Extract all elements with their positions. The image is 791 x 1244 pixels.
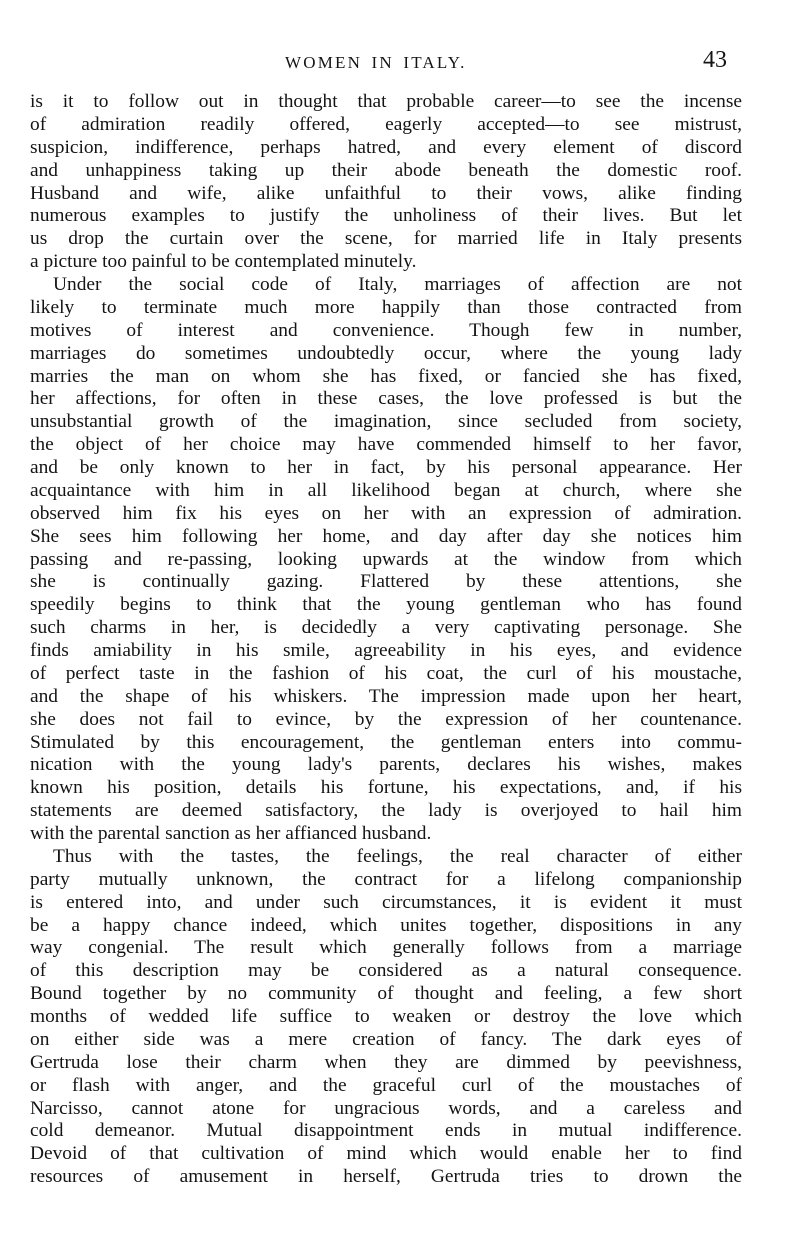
text-line: speedily begins to think that the young gentleman who has found — [30, 594, 742, 616]
text-line: statements are deemed satisfactory, the lady is overjoyed to hail him — [30, 800, 742, 822]
text-line: of this description may be considered as a natural consequence. — [30, 960, 742, 982]
running-title: WOMEN IN ITALY. — [285, 53, 467, 72]
text-line: or flash with anger, and the graceful curl of the moustaches of — [30, 1074, 742, 1096]
text-line: she is continually gazing. Flattered by these attentions, she — [30, 571, 742, 593]
text-line: her affections, for often in these cases, the love professed is but the — [30, 388, 742, 410]
paragraph-first-line: Thus with the tastes, the feelings, the real character of either — [53, 845, 742, 867]
text-line: and be only known to her in fact, by his personal appearance. Her — [30, 457, 742, 478]
text-line: is entered into, and under such circumstances, it is evident it must — [30, 891, 742, 913]
text-line: way congenial. The result which generally follows from a marriage — [30, 937, 742, 959]
text-line: with the parental sanction as her affianced husband. — [30, 823, 432, 844]
text-line: cold demeanor. Mutual disappointment ends in mutual indifference. — [30, 1120, 742, 1142]
text-line: Stimulated by this encouragement, the gentleman enters into commu- — [30, 731, 742, 753]
text-line: us drop the curtain over the scene, for married life in Italy presents — [30, 228, 742, 250]
text-line: passing and re-passing, looking upwards at the window from which — [30, 548, 742, 570]
text-line: Gertruda lose their charm when they are dimmed by peevishness, — [30, 1051, 742, 1073]
text-line: Narcisso, cannot atone for ungracious words, and a careless and — [30, 1097, 742, 1119]
text-line: Devoid of that cultivation of mind which would enable her to find — [30, 1143, 742, 1165]
text-line: a picture too painful to be contemplated minutely. — [30, 251, 417, 273]
text-line: motives of interest and convenience. Though few in number, — [30, 319, 742, 341]
text-line: such charms in her, is decidedly a very captivating personage. She — [30, 617, 742, 639]
text-line: acquaintance with him in all likelihood began at church, where she — [30, 479, 742, 501]
text-line: of admiration readily offered, eagerly accepted—to see mistrust, — [30, 113, 742, 135]
text-line: the object of her choice may have commended himself to her favor, — [30, 434, 742, 456]
text-line: and the shape of his whiskers. The impression made upon her heart, — [30, 685, 742, 707]
text-line: known his position, details his fortune, his expectations, and, if his — [30, 777, 742, 799]
text-line: nication with the young lady's parents, declares his wishes, makes — [30, 754, 742, 776]
text-line: marries the man on whom she has fixed, or fancied she has fixed, — [30, 365, 742, 387]
text-line: marriages do sometimes undoubtedly occur, where the young lady — [30, 342, 742, 364]
text-line: suspicion, indifference, perhaps hatred, and every element of discord — [30, 136, 742, 158]
paragraph-first-line: Under the social code of Italy, marriages of affection are not — [53, 274, 742, 295]
text-line: Bound together by no community of thought and feeling, a few short — [30, 983, 742, 1005]
text-line: months of wedded life suffice to weaken or destroy the love which — [30, 1006, 742, 1027]
text-line: of perfect taste in the fashion of his coat, the curl of his moustache, — [30, 662, 742, 684]
text-line: is it to follow out in thought that probable career—to see the incense — [30, 91, 742, 112]
text-line: finds amiability in his smile, agreeability in his eyes, and evidence — [30, 640, 742, 661]
text-line: on either side was a mere creation of fancy. The dark eyes of — [30, 1028, 742, 1050]
running-header — [0, 49, 791, 75]
text-line: be a happy chance indeed, which unites together, dispositions in any — [30, 914, 742, 936]
text-line: She sees him following her home, and day after day she notices him — [30, 525, 742, 547]
text-line: and unhappiness taking up their abode beneath the domestic roof. — [30, 159, 742, 181]
text-line: unsubstantial growth of the imagination, since secluded from society, — [30, 411, 742, 433]
body-text — [30, 91, 742, 1189]
text-line: she does not fail to evince, by the expression of her countenance. — [30, 708, 742, 730]
text-line: likely to terminate much more happily than those contracted from — [30, 296, 742, 318]
text-line: observed him fix his eyes on her with an expression of admiration. — [30, 502, 742, 524]
text-line: party mutually unknown, the contract for a lifelong companionship — [30, 868, 742, 890]
text-line: resources of amusement in herself, Gertruda tries to drown the — [30, 1166, 742, 1188]
page-number: 43 — [703, 47, 727, 73]
text-line: numerous examples to justify the unholiness of their lives. But let — [30, 205, 742, 227]
text-line: Husband and wife, alike unfaithful to their vows, alike finding — [30, 182, 742, 204]
